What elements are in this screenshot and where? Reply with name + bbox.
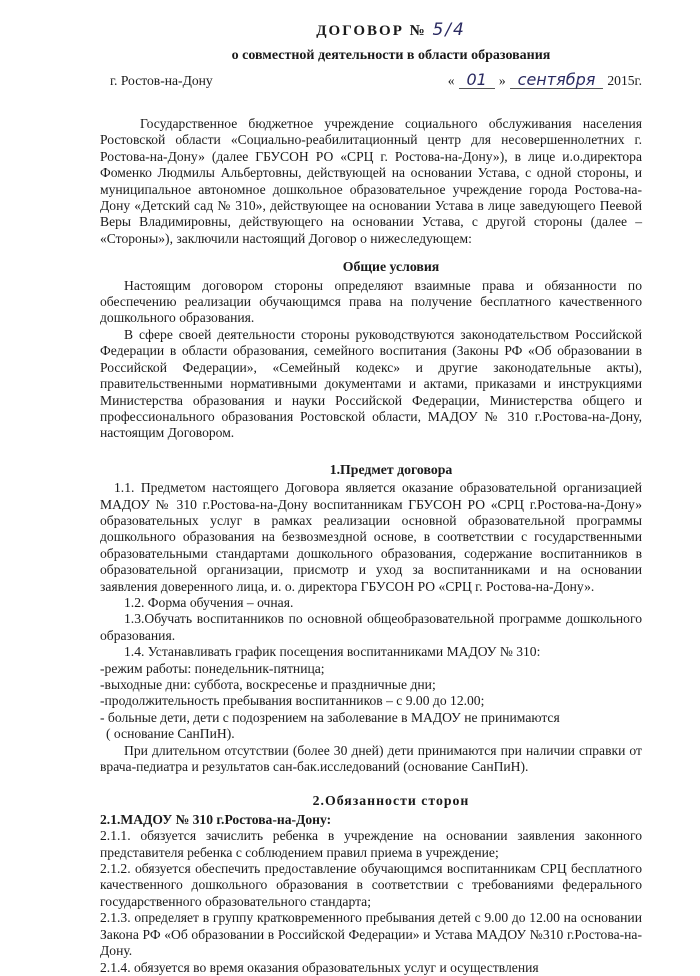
contract-date (448, 72, 642, 89)
contract-subtitle: о совместной деятельности в области образования (231, 48, 551, 63)
clause-1-3: 1.3.Обучать воспитанников по основной общеобразовательной программе дошкольного образования. (100, 611, 642, 643)
general-paragraph-1: Настоящим договором стороны определяют взаимные права и обязанности по обеспечению реализации обучающимся права на получение бесплатного качественного дошкольного образования. (100, 277, 642, 326)
schedule-line-5: ( основание СанПиН). (106, 726, 235, 742)
place-date-line (110, 72, 642, 94)
section-1-heading: 1.Предмет договора (329, 461, 453, 477)
title-text: ДОГОВОР № (316, 23, 427, 39)
general-heading: Общие условия (342, 259, 440, 275)
section-2-heading: 2.Обязанности сторон (312, 793, 470, 809)
clause-2-1-1: 2.1.1. обязуется зачислить ребенка в учреждение на основании заявления законного представителя ребенка с соблюдением правил приема в учреждение; (100, 828, 642, 860)
date-year: 2015г. (607, 73, 642, 88)
date-day: 01 (459, 72, 495, 89)
schedule-line-3: -продолжительность пребывания воспитанников – с 9.00 до 12.00; (100, 693, 485, 709)
clause-1-4: 1.4. Устанавливать график посещения воспитанниками МАДОУ № 310: (124, 644, 541, 660)
place: г. Ростов-на-Дону (110, 73, 213, 88)
intro-paragraph: Государственное бюджетное учреждение социального обслуживания населения Ростовской области «Социально-реабилитационный центр для несовершеннолетних г. Ростова-на-Дону» (далее ГБУСОН РО «СРЦ г. Ростова-на-Дону»), в лице и.о.директора Фоменко Людмилы Альбертовны, действующей на основании Устава, с одной стороны, и муниципальное автономное дошкольное образовательное учреждение города Ростова-на-Дону «Детский сад № 310», действующее на основании Устава в лице заведующего Пеевой Веры Владимировны, действующего на основании Устава, с другой стороны (далее – «Стороны»), заключили настоящий Договор о нижеследующем: (100, 116, 642, 246)
schedule-line-1: -режим работы: понедельник-пятница; (100, 660, 325, 676)
schedule-line-4: - больные дети, дети с подозрением на заболевание в МАДОУ не принимаются (100, 709, 560, 725)
clause-2-1-4: 2.1.4. обязуется во время оказания образовательных услуг и осуществления (100, 959, 539, 975)
clause-2-1-2: 2.1.2. обязуется обеспечить предоставление обучающимся воспитанникам СРЦ бесплатного качественного дошкольного образования в соответствии с требованиями федерального государственного образовательного стандарта; (100, 861, 642, 909)
general-paragraph-2: В сфере своей деятельности стороны руководствуются законодательством Российской Федерации в области образования, семейного воспитания (Законы РФ «Об образовании в Российской Федерации», «Семейный кодекс» и другие законодательные акты), правительственными нормативными документами и актами, приказами и инструкциями Министерства образования и науки Российской Федерации, Министерства общего и профессионального образования Ростовской области, МАДОУ № 310 г.Ростова-на-Дону, настоящим Договором. (100, 326, 642, 441)
clause-2-1-3: 2.1.3. определяет в группу кратковременного пребывания детей с 9.00 до 12.00 на основании Закона РФ «Об образовании в Российской Федерации» и Устава МАДОУ №310 г.Ростова-на-Дону. (100, 910, 642, 959)
date-close-quote: » (498, 73, 506, 88)
schedule-line-2: -выходные дни: суббота, воскресенье и праздничные дни; (100, 677, 436, 692)
section-2-1-heading: 2.1.МАДОУ № 310 г.Ростова-на-Дону: (100, 811, 332, 827)
date-month: сентября (510, 72, 604, 89)
date-open-quote: « (447, 73, 455, 88)
clause-1-2: 1.2. Форма обучения – очная. (124, 594, 294, 610)
contract-number: 5/4 (432, 20, 466, 40)
absence-paragraph: При длительном отсутствии (более 30 дней) дети принимаются при наличии справки от врача-педиатра и результатов сан-бак.исследований (основание СанПиН). (100, 742, 642, 775)
clause-1-1: 1.1. Предметом настоящего Договора является оказание образовательной организацией МАДОУ № 310 г.Ростова-на-Дону воспитанникам ГБУСОН РО «СРЦ г.Ростова-на-Дону» образовательных услуг в рамках реализации основной образовательной программы дошкольного образования на безвозмездной основе, в соответствии с государственными образовательными стандартами дошкольного образования, содержание воспитанников в образовательной организации, присмотр и уход за воспитанниками и на основании заявления доверенного лица, и. о. директора ГБУСОН РО «СРЦ г. Ростова-на-Дону». (100, 480, 642, 594)
contract-title (140, 22, 642, 42)
